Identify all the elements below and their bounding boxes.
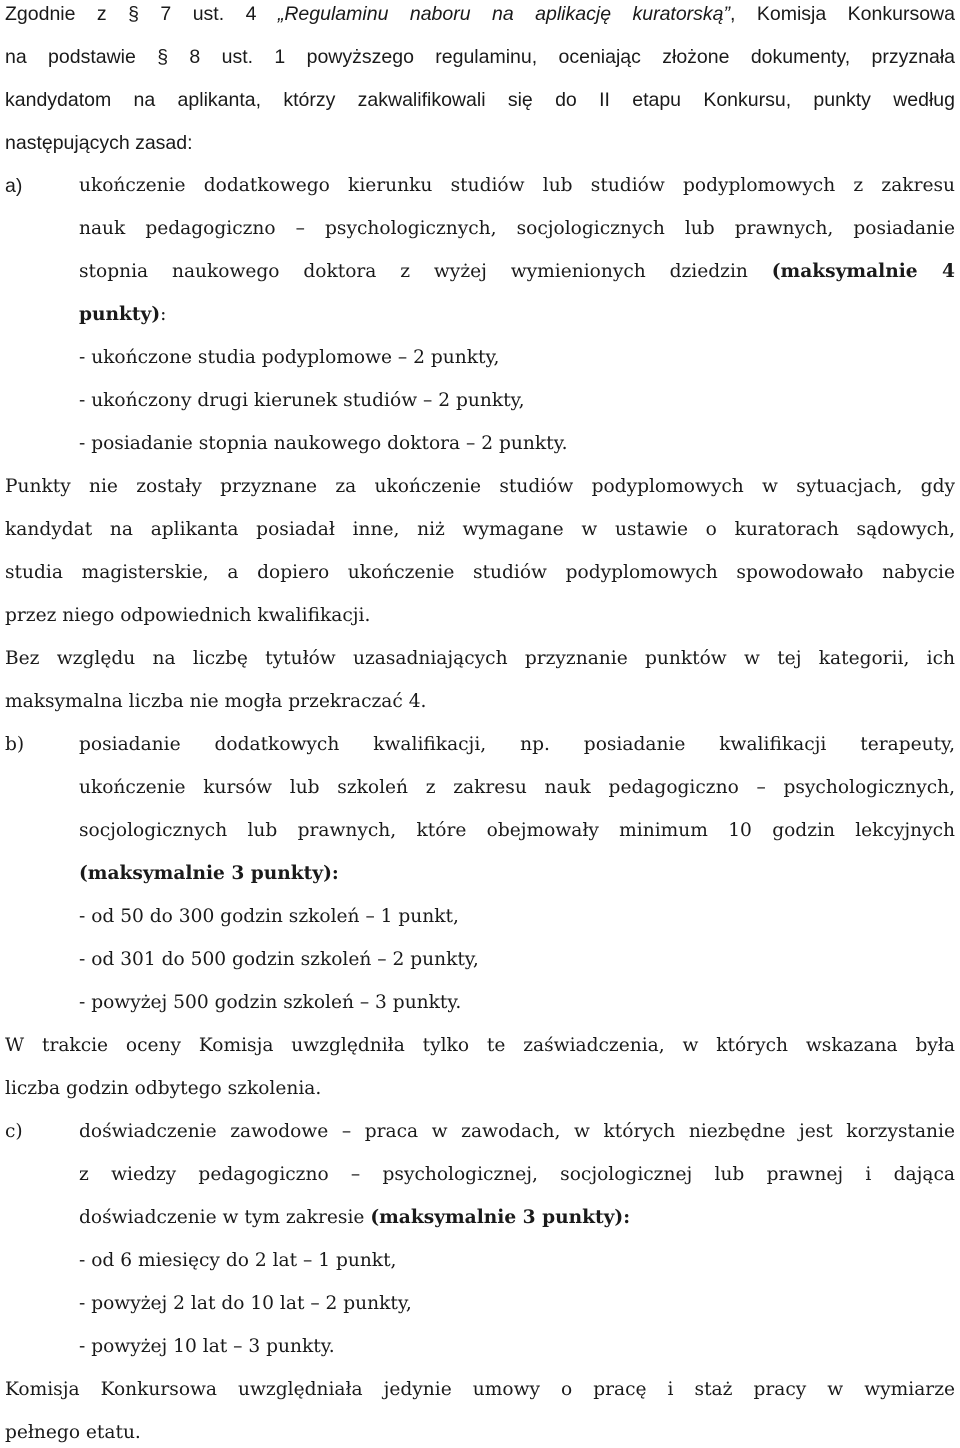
section-b-line-3: socjologicznych lub prawnych, które obejmowały minimum 10 godzin lekcyjnych [79, 820, 955, 841]
section-a-note2-line: maksymalna liczba nie mogła przekraczać 4. [5, 691, 427, 712]
list-item: - ukończony drugi kierunek studiów – 2 punkty, [79, 390, 525, 411]
intro-line-4: następujących zasad: [5, 132, 193, 154]
list-item: - powyżej 10 lat – 3 punkty. [79, 1336, 335, 1357]
list-item: - powyżej 500 godzin szkoleń – 3 punkty. [79, 992, 462, 1013]
section-a-note2-line: Bez względu na liczbę tytułów uzasadniających przyznanie punktów w tej kategorii, ich [5, 648, 955, 669]
section-b-line-4 [79, 861, 955, 887]
list-item: - posiadanie stopnia naukowego doktora – 2 punkty. [79, 433, 568, 454]
section-a-note-line: Punkty nie zostały przyznane za ukończenie studiów podyplomowych w sytuacjach, gdy [5, 476, 955, 497]
section-a-note-line: studia magisterskie, a dopiero ukończenie studiów podyplomowych spowodowało nabycie [5, 562, 955, 583]
section-b-line-2: ukończenie kursów lub szkoleń z zakresu nauk pedagogiczno – psychologicznych, [79, 777, 955, 798]
section-a-line-3 [79, 259, 955, 285]
list-item: - od 301 do 500 godzin szkoleń – 2 punkty, [79, 949, 479, 970]
section-a-line-4 [79, 302, 955, 328]
section-c-line-1: doświadczenie zawodowe – praca w zawodach, w których niezbędne jest korzystanie [79, 1121, 955, 1142]
section-b-note-line: W trakcie oceny Komisja uwzględniła tylko te zaświadczenia, w których wskazana była [5, 1035, 955, 1056]
section-c-line-3 [79, 1205, 955, 1231]
regulation-title: „Regulaminu naboru na aplikację kuratorską” [277, 3, 731, 25]
intro-line-2: na podstawie § 8 ust. 1 powyższego regulaminu, oceniając złożone dokumenty, przyznała [5, 46, 955, 68]
max-points-c: (maksymalnie 3 punkty): [370, 1207, 631, 1228]
section-a-note-line: przez niego odpowiednich kwalifikacji. [5, 605, 371, 626]
section-c-text: doświadczenie w tym zakresie [79, 1207, 371, 1228]
list-item: - od 50 do 300 godzin szkoleń – 1 punkt, [79, 906, 459, 927]
list-item: - powyżej 2 lat do 10 lat – 2 punkty, [79, 1293, 412, 1314]
section-a-colon: : [160, 304, 167, 325]
intro-text: Zgodnie z § 7 ust. 4 [5, 3, 278, 25]
max-points-b: (maksymalnie 3 punkty): [79, 863, 339, 884]
list-item: - ukończone studia podyplomowe – 2 punkty, [79, 347, 500, 368]
intro-line-1 [5, 1, 955, 27]
section-a-note-line: kandydat na aplikanta posiadał inne, niż wymagane w ustawie o kuratorach sądowych, [5, 519, 955, 540]
section-b-line-1: posiadanie dodatkowych kwalifikacji, np. posiadanie kwalifikacji terapeuty, [79, 734, 955, 755]
section-b-label: b) [5, 734, 25, 755]
section-c-label: c) [5, 1121, 23, 1142]
section-c-note-line: Komisja Konkursowa uwzględniała jedynie umowy o pracę i staż pracy w wymiarze [5, 1379, 955, 1400]
section-a-line-2: nauk pedagogiczno – psychologicznych, socjologicznych lub prawnych, posiadanie [79, 218, 955, 239]
section-b-note-line: liczba godzin odbytego szkolenia. [5, 1078, 322, 1099]
intro-line-3: kandydatom na aplikanta, którzy zakwalifikowali się do II etapu Konkursu, punkty według [5, 89, 955, 111]
section-a-label: a) [5, 175, 23, 197]
intro-text: , Komisja Konkursowa [730, 3, 955, 25]
list-item: - od 6 miesięcy do 2 lat – 1 punkt, [79, 1250, 397, 1271]
max-points-a-end: punkty) [79, 304, 161, 325]
section-c-note-line: pełnego etatu. [5, 1422, 141, 1443]
max-points-a: (maksymalnie 4 [771, 261, 955, 282]
section-c-line-2: z wiedzy pedagogiczno – psychologicznej, socjologicznej lub prawnej i dająca [79, 1164, 955, 1185]
section-a-line-1: ukończenie dodatkowego kierunku studiów lub studiów podyplomowych z zakresu [79, 175, 955, 196]
section-a-text: stopnia naukowego doktora z wyżej wymienionych dziedzin [79, 261, 748, 282]
